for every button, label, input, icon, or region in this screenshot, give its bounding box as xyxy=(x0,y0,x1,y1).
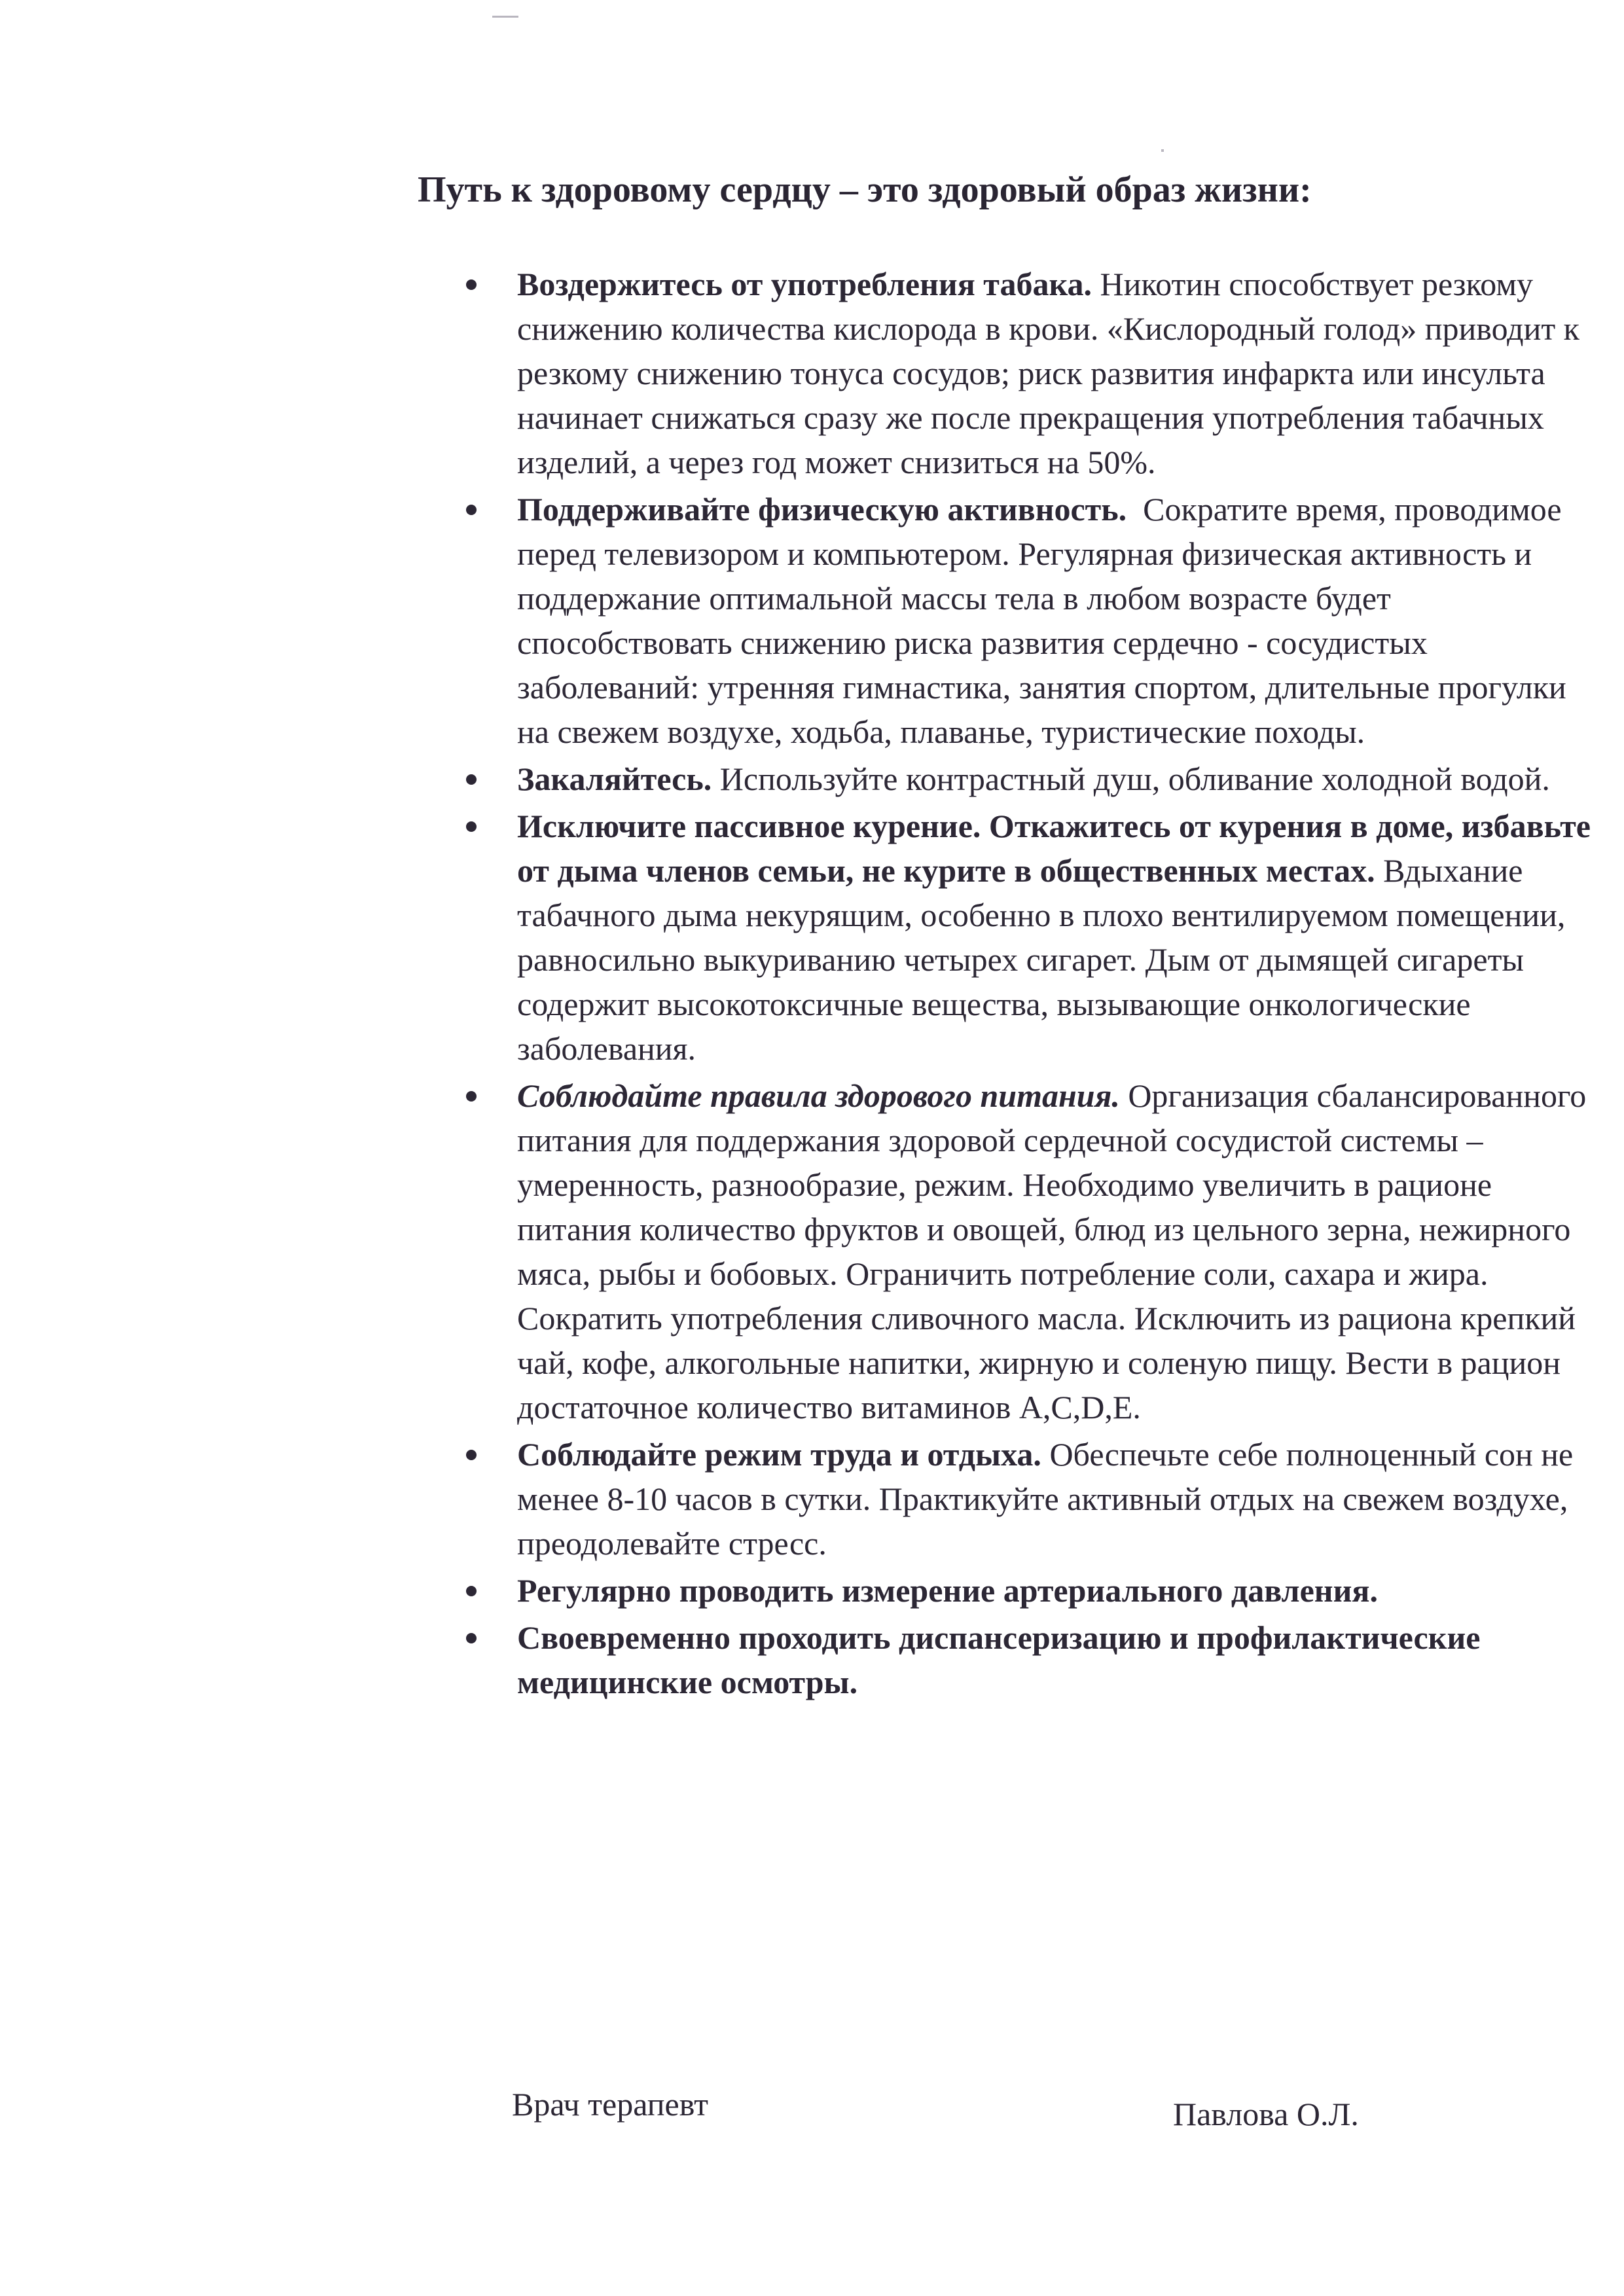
item-lead: Закаляйтесь. xyxy=(517,761,712,797)
bullet-icon xyxy=(466,1091,477,1102)
item-lead: Соблюдайте правила здорового питания. xyxy=(517,1077,1120,1114)
list-item xyxy=(452,1432,1604,1566)
list-item xyxy=(452,487,1604,754)
bullet-icon xyxy=(466,774,477,785)
list-item xyxy=(452,1568,1604,1613)
list-item xyxy=(452,1615,1604,1704)
bullet-icon xyxy=(466,279,477,290)
item-text: Обеспечьте себе полноценный сон не менее 8-10 часов в сутки. Практикуйте активный отдых на свежем воздухе, преодолевайте стресс. xyxy=(517,1436,1574,1562)
item-lead: Соблюдайте режим труда и отдыха. xyxy=(517,1436,1041,1473)
list-item xyxy=(452,757,1604,801)
item-lead: Своевременно проходить диспансеризацию и профилактические медицинские осмотры. xyxy=(517,1619,1481,1700)
scan-speck xyxy=(492,16,518,18)
item-text: Сократите время, проводимое перед телевизором и компьютером. Регулярная физическая активность и поддержание оптимальной массы тела в любом возрасте будет способствовать снижению риска развития сердечно - сосудистых заболеваний: утренняя гимнастика, занятия спортом, длительные прогулки на свежем воздухе, ходьба, плаванье, туристические походы. xyxy=(517,491,1575,750)
list-item xyxy=(452,804,1604,1071)
list-item xyxy=(452,1073,1604,1429)
document-title: Путь к здоровому сердцу – это здоровый образ жизни: xyxy=(418,170,1312,210)
item-lead: Исключите пассивное курение. Откажитесь от курения в доме, избавьте от дыма членов семьи, не курите в общественных местах. xyxy=(517,808,1591,889)
item-lead: Регулярно проводить измерение артериального давления. xyxy=(517,1572,1378,1609)
bullet-icon xyxy=(466,821,477,832)
item-text: Используйте контрастный душ, обливание холодной водой. xyxy=(712,761,1550,797)
author-position: Врач терапевт xyxy=(512,2086,708,2123)
scan-speck xyxy=(1161,149,1164,152)
item-text: Никотин способствует резкому снижению количества кислорода в крови. «Кислородный голод» приводит к резкому снижению тонуса сосудов; риск развития инфаркта или инсульта начинает снижаться сразу же после прекращения употребления табачных изделий, а через год может снизиться на 50%. xyxy=(517,266,1579,480)
bullet-icon xyxy=(466,1633,477,1643)
list-item xyxy=(452,262,1604,484)
item-text: Организация сбалансированного питания для поддержания здоровой сердечной сосудистой системы – умеренность, разнообразие, режим. Необходимо увеличить в рационе питания количество фруктов и овощей, блюд из цельного зерна, нежирного мяса, рыбы и бобовых. Ограничить потребление соли, сахара и жира. Сократить употребления сливочного масла. Исключить из рациона крепкий чай, кофе, алкогольные напитки, жирную и соленую пищу. Вести в рацион достаточное количество витаминов A,C,D,E. xyxy=(517,1077,1587,1426)
item-lead: Поддерживайте физическую активность. xyxy=(517,491,1127,528)
recommendations-list xyxy=(452,262,1604,1707)
bullet-icon xyxy=(466,1450,477,1460)
author-name: Павлова О.Л. xyxy=(1173,2096,1359,2132)
bullet-icon xyxy=(466,505,477,515)
item-text: Вдыхание табачного дыма некурящим, особенно в плохо вентилируемом помещении, равносильно выкуриванию четырех сигарет. Дым от дымящей сигареты содержит высокотоксичные вещества, вызывающие онкологические заболевания. xyxy=(517,852,1566,1067)
item-lead: Воздержитесь от употребления табака. xyxy=(517,266,1092,302)
bullet-icon xyxy=(466,1586,477,1596)
